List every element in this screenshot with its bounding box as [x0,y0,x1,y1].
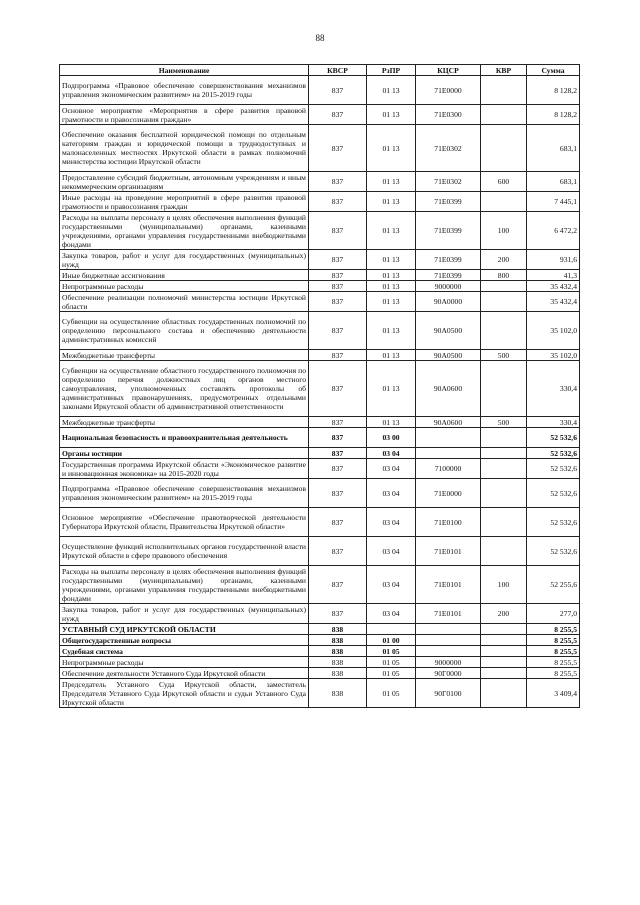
cell-kvr [481,479,527,508]
cell-rzpr: 01 05 [367,657,416,668]
cell-kvr [481,679,527,708]
cell-kvsr: 837 [309,105,367,125]
cell-name: Подпрограмма «Правовое обеспечение совершенствования механизмов управления экономическим развитием» на 2015-2019 годы [60,76,309,105]
cell-sum: 8 255,5 [527,624,580,635]
cell-kvr [481,537,527,566]
cell-kvsr: 838 [309,657,367,668]
cell-kvr: 200 [481,250,527,270]
cell-rzpr [367,624,416,635]
cell-sum: 35 102,0 [527,350,580,361]
header-sum: Сумма [527,65,580,76]
cell-kvr: 100 [481,566,527,604]
cell-sum: 35 432,4 [527,292,580,312]
cell-kvr [481,635,527,646]
table-row [60,172,580,192]
table-row [60,292,580,312]
cell-name: Непрограммные расходы [60,281,309,292]
cell-rzpr: 01 00 [367,635,416,646]
cell-rzpr: 03 04 [367,459,416,479]
cell-rzpr: 01 13 [367,417,416,428]
cell-rzpr: 01 05 [367,668,416,679]
cell-kvr [481,459,527,479]
cell-name: Председатель Уставного Суда Иркутской области, заместитель Председателя Уставного Суда Иркутской области и судьи Уставного Суда Иркутской области [60,679,309,708]
cell-rzpr: 01 05 [367,646,416,657]
cell-kvr [481,281,527,292]
cell-name: Государственная программа Иркутской области «Экономическое развитие и инновационная экономика» на 2015-2020 годы [60,459,309,479]
cell-kcsr: 90А0600 [416,361,481,417]
table-row [60,250,580,270]
cell-kcsr [416,635,481,646]
cell-kcsr: 71Е0000 [416,479,481,508]
table-row [60,537,580,566]
cell-name: Основное мероприятие «Мероприятия в сфере развития правовой грамотности и правосознания граждан» [60,105,309,125]
cell-rzpr: 03 04 [367,604,416,624]
cell-kvr [481,428,527,448]
cell-kvr [481,448,527,459]
cell-name: Межбюджетные трансферты [60,350,309,361]
table-row [60,417,580,428]
cell-name: Предоставление субсидий бюджетным, автономным учреждениям и иным некоммерческим организациям [60,172,309,192]
cell-name: Иные бюджетные ассигнования [60,270,309,281]
cell-kcsr [416,646,481,657]
table-row [60,76,580,105]
cell-rzpr: 03 00 [367,428,416,448]
cell-name: Национальная безопасность и правоохранительная деятельность [60,428,309,448]
cell-kvr [481,312,527,350]
page-number: 88 [315,33,325,43]
header-kcsr: КЦСР [416,65,481,76]
cell-kvr [481,657,527,668]
cell-name: Основное мероприятие «Обеспечение правотворческой деятельности Губернатора Иркутской области, Правительства Иркутской области» [60,508,309,537]
cell-kcsr: 71Е0399 [416,192,481,212]
cell-sum: 6 472,2 [527,212,580,250]
cell-kcsr: 9000000 [416,281,481,292]
cell-rzpr: 01 13 [367,312,416,350]
cell-kvr [481,668,527,679]
cell-sum: 7 445,1 [527,192,580,212]
cell-name: Обеспечение оказания бесплатной юридической помощи по отдельным категориям граждан и юридической помощи в труднодоступных и малонаселенных местностях Иркутской области в рамках полномочий министерства юстиции Иркутской области [60,125,309,172]
table-row [60,566,580,604]
cell-sum: 8 128,2 [527,76,580,105]
cell-kvr: 600 [481,172,527,192]
cell-kvsr: 837 [309,604,367,624]
cell-kvsr: 837 [309,312,367,350]
cell-name: УСТАВНЫЙ СУД ИРКУТСКОЙ ОБЛАСТИ [60,624,309,635]
cell-sum: 35 432,4 [527,281,580,292]
cell-rzpr: 03 04 [367,508,416,537]
cell-kcsr: 90А0000 [416,292,481,312]
cell-kvsr: 837 [309,566,367,604]
cell-kcsr: 71Е0302 [416,172,481,192]
cell-kvr [481,361,527,417]
cell-kcsr: 71Е0300 [416,105,481,125]
table-row [60,646,580,657]
cell-sum: 52 532,6 [527,537,580,566]
cell-kcsr: 71Е0399 [416,270,481,281]
table-row [60,657,580,668]
cell-rzpr: 01 13 [367,361,416,417]
cell-rzpr: 03 04 [367,448,416,459]
cell-kvsr: 837 [309,212,367,250]
cell-sum: 8 255,5 [527,668,580,679]
table-row [60,270,580,281]
cell-rzpr: 01 13 [367,250,416,270]
cell-kvr [481,508,527,537]
header-rzpr: РзПР [367,65,416,76]
cell-sum: 8 128,2 [527,105,580,125]
table-row [60,508,580,537]
cell-sum: 52 532,6 [527,479,580,508]
cell-kvr [481,76,527,105]
cell-kcsr: 71Е0101 [416,566,481,604]
cell-sum: 683,1 [527,172,580,192]
cell-kvr [481,192,527,212]
table-row [60,428,580,448]
cell-name: Иные расходы на проведение мероприятий в сфере развития правовой грамотности и правосознания граждан [60,192,309,212]
cell-name: Расходы на выплаты персоналу в целях обеспечения выполнения функций государственными (муниципальными) органами, казенными учреждениями, органами управления государственными внебюджетными фондами [60,566,309,604]
cell-sum: 52 532,6 [527,428,580,448]
table-row [60,448,580,459]
cell-kvsr: 837 [309,428,367,448]
table-row [60,125,580,172]
cell-kvr [481,624,527,635]
cell-sum: 52 532,6 [527,459,580,479]
cell-sum: 8 255,5 [527,635,580,646]
table-row [60,624,580,635]
cell-sum: 52 532,6 [527,508,580,537]
cell-kcsr: 90А0500 [416,312,481,350]
cell-kcsr: 71Е0000 [416,76,481,105]
cell-kvr [481,646,527,657]
table-row [60,635,580,646]
table-row [60,350,580,361]
cell-kvsr: 837 [309,448,367,459]
table-row [60,479,580,508]
cell-rzpr: 01 13 [367,270,416,281]
cell-kvsr: 837 [309,76,367,105]
cell-kvsr: 837 [309,479,367,508]
table-header-row [60,65,580,76]
cell-kcsr: 90Г0100 [416,679,481,708]
table-row [60,212,580,250]
cell-sum: 931,6 [527,250,580,270]
cell-name: Подпрограмма «Правовое обеспечение совершенствования механизмов управления экономическим развитием» на 2015-2019 годы [60,479,309,508]
cell-kvr: 200 [481,604,527,624]
table-row [60,281,580,292]
cell-name: Обеспечение деятельности Уставного Суда Иркутской области [60,668,309,679]
cell-kvsr: 838 [309,668,367,679]
cell-rzpr: 03 04 [367,566,416,604]
cell-name: Общегосударственные вопросы [60,635,309,646]
cell-kcsr [416,448,481,459]
cell-sum: 277,0 [527,604,580,624]
cell-rzpr: 01 13 [367,281,416,292]
cell-kcsr: 90А0500 [416,350,481,361]
cell-sum: 52 255,6 [527,566,580,604]
cell-kvsr: 838 [309,679,367,708]
cell-sum: 330,4 [527,417,580,428]
cell-kcsr: 90Г0000 [416,668,481,679]
cell-rzpr: 03 04 [367,537,416,566]
cell-rzpr: 01 13 [367,192,416,212]
cell-kvsr: 837 [309,417,367,428]
cell-name: Субвенции на осуществление областного государственного полномочия по определению перечня должностных лиц органов местного самоуправления, уполномоченных составлять протоколы об административных правонарушениях, предусмотренных отдельными законами Иркутской области об административной ответственности [60,361,309,417]
cell-rzpr: 01 13 [367,212,416,250]
cell-rzpr: 01 13 [367,76,416,105]
cell-kcsr [416,624,481,635]
cell-kcsr [416,428,481,448]
budget-table [59,64,580,708]
cell-name: Органы юстиции [60,448,309,459]
cell-kvsr: 838 [309,635,367,646]
table-row [60,604,580,624]
cell-kvsr: 837 [309,250,367,270]
table-row [60,459,580,479]
cell-name: Закупка товаров, работ и услуг для государственных (муниципальных) нужд [60,250,309,270]
header-name: Наименование [60,65,309,76]
table-row [60,312,580,350]
cell-kvsr: 837 [309,361,367,417]
cell-kvsr: 837 [309,270,367,281]
cell-kcsr: 71Е0101 [416,537,481,566]
cell-kvsr: 837 [309,125,367,172]
cell-sum: 8 255,5 [527,657,580,668]
cell-sum: 683,1 [527,125,580,172]
cell-name: Субвенции на осуществление областных государственных полномочий по определению персонального состава и обеспечению деятельности административных комиссий [60,312,309,350]
cell-kvsr: 837 [309,350,367,361]
cell-kvr [481,292,527,312]
cell-rzpr: 01 13 [367,292,416,312]
cell-kvsr: 837 [309,281,367,292]
cell-sum: 3 409,4 [527,679,580,708]
cell-name: Закупка товаров, работ и услуг для государственных (муниципальных) нужд [60,604,309,624]
cell-kvsr: 838 [309,624,367,635]
cell-rzpr: 01 05 [367,679,416,708]
cell-sum: 330,4 [527,361,580,417]
cell-name: Осуществление функций исполнительных органов государственной власти Иркутской области в сфере правового обеспечения [60,537,309,566]
cell-kcsr: 90А0600 [416,417,481,428]
header-kvr: КВР [481,65,527,76]
cell-kvr: 100 [481,212,527,250]
cell-rzpr: 03 04 [367,479,416,508]
cell-kvsr: 837 [309,192,367,212]
cell-rzpr: 01 13 [367,105,416,125]
cell-kvsr: 837 [309,537,367,566]
cell-sum: 8 255,5 [527,646,580,657]
table-row [60,361,580,417]
cell-kcsr: 71Е0399 [416,250,481,270]
cell-name: Межбюджетные трансферты [60,417,309,428]
cell-rzpr: 01 13 [367,350,416,361]
cell-name: Расходы на выплаты персоналу в целях обеспечения выполнения функций государственными (муниципальными) органами, казенными учреждениями, органами управления государственными внебюджетными фондами [60,212,309,250]
table-row [60,105,580,125]
cell-kvsr: 837 [309,459,367,479]
table-row [60,192,580,212]
cell-kcsr: 71Е0399 [416,212,481,250]
cell-kvsr: 837 [309,172,367,192]
cell-rzpr: 01 13 [367,125,416,172]
cell-kcsr: 71Е0101 [416,604,481,624]
table-row [60,679,580,708]
cell-name: Обеспечение реализации полномочий министерства юстиции Иркутской области [60,292,309,312]
cell-kvsr: 837 [309,508,367,537]
cell-sum: 41,3 [527,270,580,281]
cell-kvr [481,125,527,172]
cell-kvr [481,105,527,125]
cell-kvr: 800 [481,270,527,281]
cell-kcsr: 71Е0302 [416,125,481,172]
cell-kcsr: 7100000 [416,459,481,479]
cell-kvsr: 838 [309,646,367,657]
cell-name: Непрограммные расходы [60,657,309,668]
cell-name: Судебная система [60,646,309,657]
cell-kvr: 500 [481,350,527,361]
cell-kvsr: 837 [309,292,367,312]
cell-sum: 52 532,6 [527,448,580,459]
cell-sum: 35 102,0 [527,312,580,350]
cell-rzpr: 01 13 [367,172,416,192]
cell-kcsr: 71Е0100 [416,508,481,537]
header-kvsr: КВСР [309,65,367,76]
cell-kcsr: 9000000 [416,657,481,668]
table-row [60,668,580,679]
cell-kvr: 500 [481,417,527,428]
